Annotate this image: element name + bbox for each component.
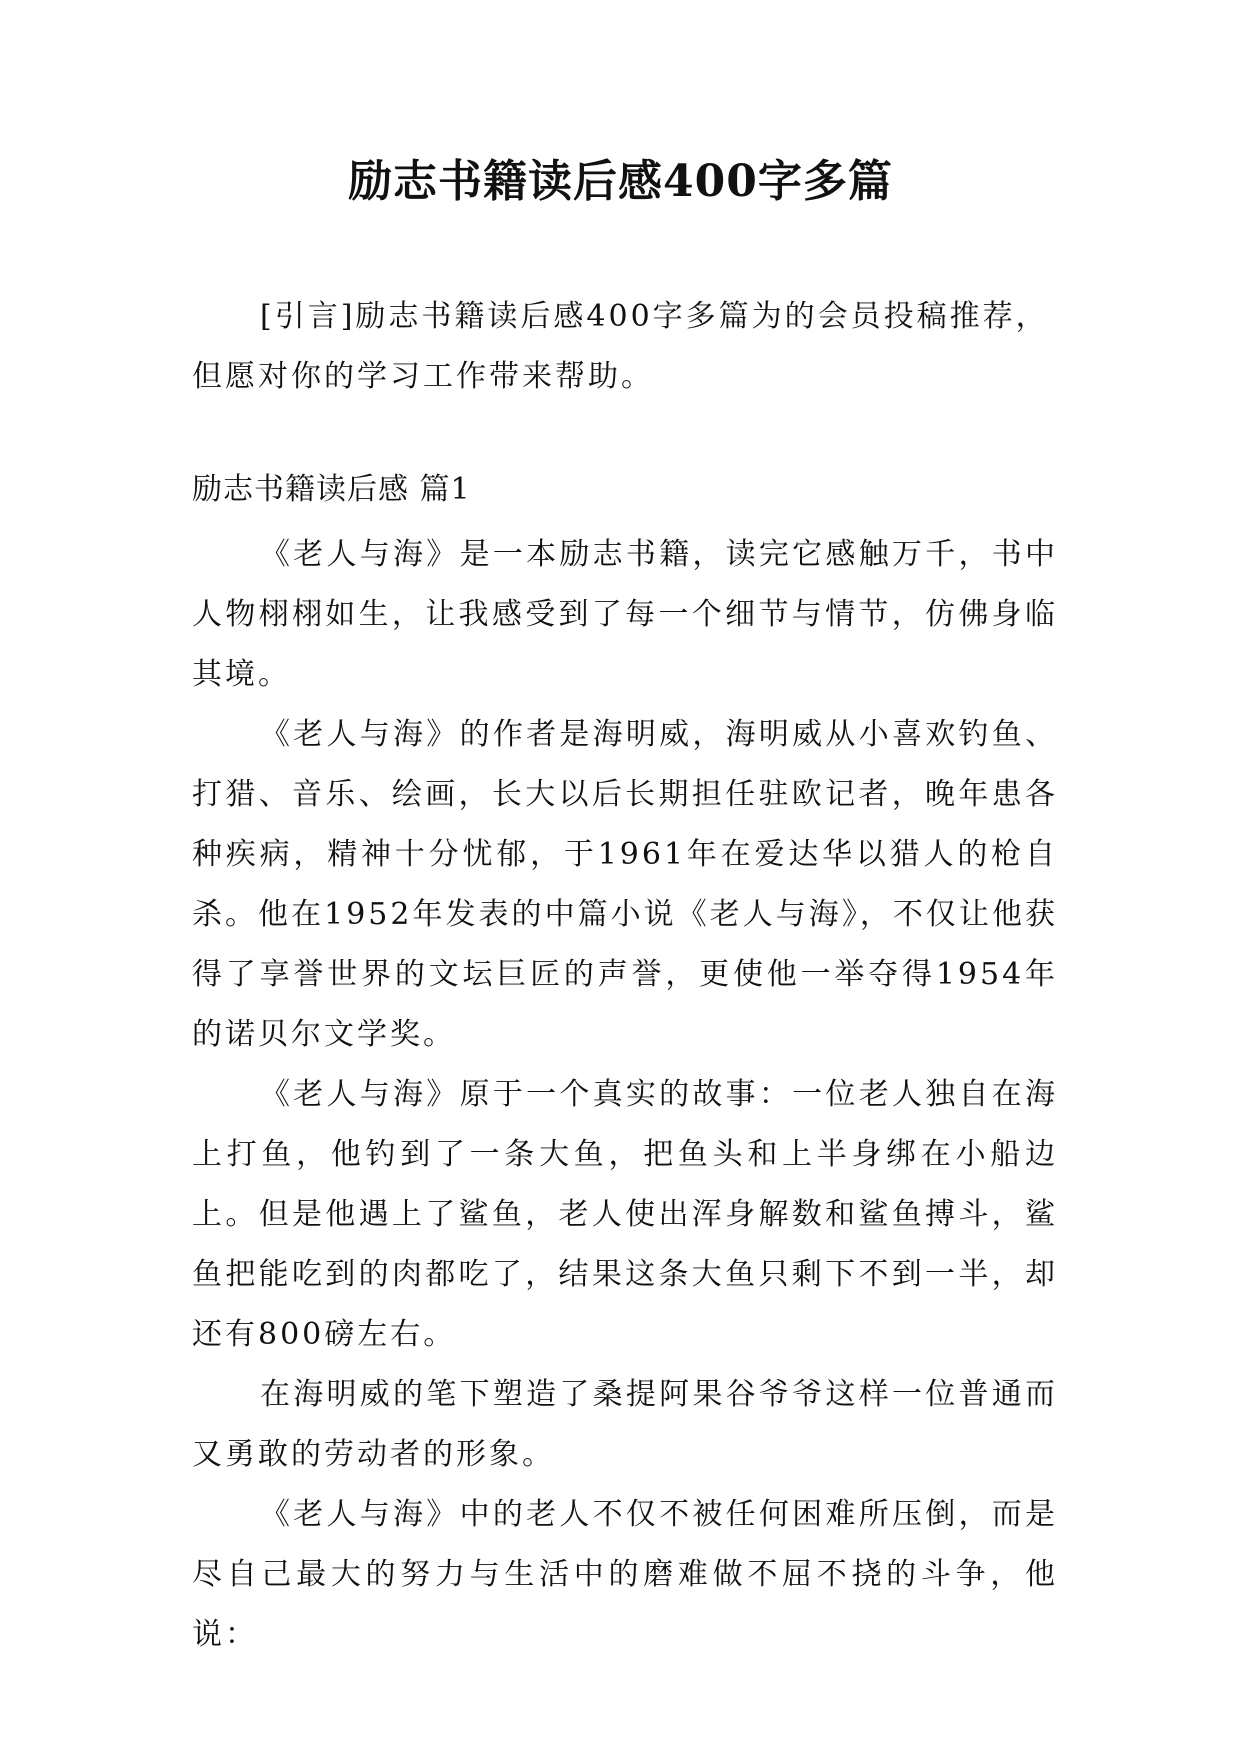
body-paragraph: 《老人与海》的作者是海明威，海明威从小喜欢钓鱼、打猎、音乐、绘画，长大以后长期担任驻欧记者，晚年患各种疾病，精神十分忧郁，于1961年在爱达华以猎人的枪自杀。他在1952年发表的中篇小说《老人与海》，不仅让他获得了享誉世界的文坛巨匠的声誉，更使他一举夺得1954年的诺贝尔文学奖。 bbox=[192, 717, 1058, 1052]
body-paragraph: 《老人与海》中的老人不仅不被任何困难所压倒，而是尽自己最大的努力与生活中的磨难做不屈不挠的斗争，他说： bbox=[192, 1497, 1058, 1652]
body-paragraph: 《老人与海》原于一个真实的故事：一位老人独自在海上打鱼，他钓到了一条大鱼，把鱼头和上半身绑在小船边上。但是他遇上了鲨鱼，老人使出浑身解数和鲨鱼搏斗，鲨鱼把能吃到的肉都吃了，结果这条大鱼只剩下不到一半，却还有800磅左右。 bbox=[192, 1077, 1058, 1352]
page-title: 励志书籍读后感400字多篇 bbox=[348, 156, 893, 207]
body-paragraph: 《老人与海》是一本励志书籍，读完它感触万千，书中人物栩栩如生，让我感受到了每一个细节与情节，仿佛身临其境。 bbox=[192, 537, 1058, 692]
intro-paragraph: [引言]励志书籍读后感400字多篇为的会员投稿推荐，但愿对你的学习工作带来帮助。 bbox=[192, 299, 1049, 394]
section-heading: 励志书籍读后感 篇1 bbox=[192, 472, 471, 507]
article-body bbox=[192, 525, 1058, 1665]
body-paragraph: 在海明威的笔下塑造了桑提阿果谷爷爷这样一位普通而又勇敢的劳动者的形象。 bbox=[192, 1377, 1058, 1472]
